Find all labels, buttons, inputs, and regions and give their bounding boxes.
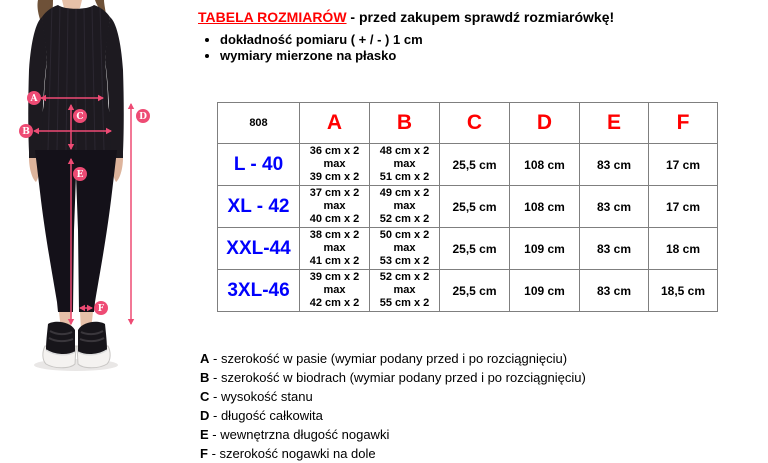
legend-text-c: - wysokość stanu: [213, 389, 313, 404]
cell-a-line1: 37 cm x 2: [309, 187, 360, 199]
cell-b-line2: max: [393, 284, 416, 296]
measurement-legend: [200, 349, 586, 463]
cell-a: [300, 228, 370, 270]
cell-e: 83 cm: [580, 228, 649, 270]
cell-f: 18,5 cm: [649, 270, 718, 312]
cell-b-line1: 49 cm x 2: [379, 187, 430, 199]
legend-text-b: - szerokość w biodrach (wymiar podany przed i po rozciągnięciu): [213, 370, 586, 385]
cell-d: 108 cm: [510, 186, 580, 228]
legend-item-a: [200, 349, 586, 368]
cell-e: 83 cm: [580, 186, 649, 228]
cell-a: [300, 186, 370, 228]
cell-b-line2: max: [393, 200, 416, 212]
cell-c: 25,5 cm: [440, 144, 510, 186]
cell-a-line3: 41 cm x 2: [309, 255, 360, 267]
legend-item-d: [200, 406, 586, 425]
note-flat-measure: • wymiary mierzone na płasko: [220, 48, 618, 64]
cell-b-line1: 52 cm x 2: [379, 271, 430, 283]
column-header-a: A: [300, 103, 370, 144]
cell-b-line3: 53 cm x 2: [379, 255, 430, 267]
cell-a: [300, 270, 370, 312]
cell-f: 17 cm: [649, 186, 718, 228]
cell-b-line2: max: [393, 158, 416, 170]
measure-marker-d: [128, 103, 150, 325]
cell-b: [370, 144, 440, 186]
cell-a-line1: 38 cm x 2: [309, 229, 360, 241]
marker-letter-f: F: [97, 304, 105, 314]
cell-a-line1: 39 cm x 2: [309, 271, 360, 283]
size-label: 3XL-46: [218, 270, 300, 312]
cell-a: [300, 144, 370, 186]
marker-letter-e: E: [76, 170, 84, 180]
cell-b-line3: 52 cm x 2: [379, 213, 430, 225]
cell-b-line1: 50 cm x 2: [379, 229, 430, 241]
cell-e: 83 cm: [580, 144, 649, 186]
table-header-row: [218, 103, 718, 144]
cell-d: 108 cm: [510, 144, 580, 186]
size-table: [217, 102, 718, 312]
legend-text-a: - szerokość w pasie (wymiar podany przed i po rozciągnięciu): [213, 351, 568, 366]
legend-letter-d: D: [200, 408, 210, 423]
table-row-xxl44: [218, 228, 718, 270]
marker-letter-a: A: [30, 94, 38, 104]
cell-a-line1: 36 cm x 2: [309, 145, 360, 157]
cell-b-line2: max: [393, 242, 416, 254]
size-label: XXL-44: [218, 228, 300, 270]
column-header-d: D: [510, 103, 580, 144]
cell-a-line3: 40 cm x 2: [309, 213, 360, 225]
note-accuracy: • dokładność pomiaru ( + / - ) 1 cm: [220, 32, 618, 48]
cell-f: 18 cm: [649, 228, 718, 270]
model-number-cell: 808: [218, 103, 300, 144]
sweater: [28, 5, 124, 158]
cell-a-line2: max: [323, 200, 346, 212]
legend-text-d: - długość całkowita: [213, 408, 323, 423]
cell-a-line2: max: [323, 284, 346, 296]
legend-item-e: [200, 425, 586, 444]
marker-letter-c: C: [76, 112, 84, 122]
notes-list: [198, 32, 618, 64]
column-header-c: C: [440, 103, 510, 144]
cell-c: 25,5 cm: [440, 228, 510, 270]
column-header-b: B: [370, 103, 440, 144]
legend-text-f: - szerokość nogawki na dole: [211, 446, 376, 461]
marker-letter-d: D: [139, 112, 147, 122]
cell-a-line3: 42 cm x 2: [309, 297, 360, 309]
page-title: [198, 9, 618, 25]
cell-e: 83 cm: [580, 270, 649, 312]
table-row-3xl46: [218, 270, 718, 312]
size-label: XL - 42: [218, 186, 300, 228]
cell-b: [370, 186, 440, 228]
cell-a-line3: 39 cm x 2: [309, 171, 360, 183]
legend-letter-b: B: [200, 370, 210, 385]
marker-letter-b: B: [22, 127, 30, 137]
cell-b: [370, 270, 440, 312]
cell-c: 25,5 cm: [440, 270, 510, 312]
column-header-f: F: [649, 103, 718, 144]
legend-letter-f: F: [200, 446, 208, 461]
cell-b-line3: 55 cm x 2: [379, 297, 430, 309]
legend-letter-e: E: [200, 427, 209, 442]
legend-letter-a: A: [200, 351, 210, 366]
page-title-rest: - przed zakupem sprawdź rozmiarówkę!: [346, 9, 615, 25]
cell-b-line3: 51 cm x 2: [379, 171, 430, 183]
cell-f: 17 cm: [649, 144, 718, 186]
page-title-highlight: TABELA ROZMIARÓW: [198, 9, 347, 25]
cell-b: [370, 228, 440, 270]
legend-item-f: [200, 444, 586, 463]
legend-item-b: [200, 368, 586, 387]
model-photo: [0, 0, 170, 380]
cell-d: 109 cm: [510, 228, 580, 270]
table-row-l40: [218, 144, 718, 186]
legend-letter-c: C: [200, 389, 210, 404]
legend-item-c: [200, 387, 586, 406]
cell-b-line1: 48 cm x 2: [379, 145, 430, 157]
table-row-xl42: [218, 186, 718, 228]
cell-a-line2: max: [323, 158, 346, 170]
header-block: [198, 9, 618, 64]
cell-d: 109 cm: [510, 270, 580, 312]
column-header-e: E: [580, 103, 649, 144]
cell-a-line2: max: [323, 242, 346, 254]
cell-c: 25,5 cm: [440, 186, 510, 228]
legend-text-e: - wewnętrzna długość nogawki: [212, 427, 390, 442]
size-label: L - 40: [218, 144, 300, 186]
